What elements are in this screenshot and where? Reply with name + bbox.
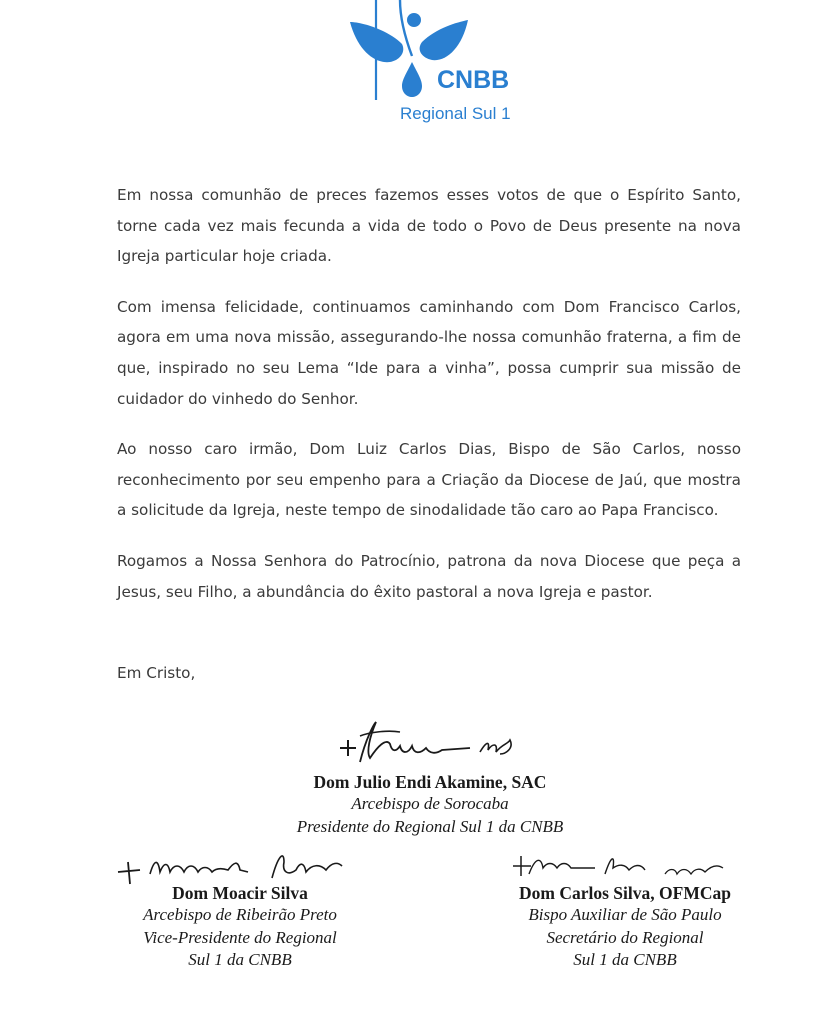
signatory-name: Dom Carlos Silva, OFMCap [519,883,731,903]
signatory-role: Arcebispo de Sorocaba [351,794,509,813]
signatory-role: Sul 1 da CNBB [573,950,677,969]
signatory-vice-president [95,882,385,972]
paragraph: Em nossa comunhão de preces fazemos esses votos de que o Espírito Santo, torne cada vez mais fecunda a vida de todo o Povo de Deus presente na nova Igreja particular hoje criada. [117,186,741,266]
signature-secretary [505,846,735,886]
signatory-role: Secretário do Regional [546,927,704,947]
closing: Em Cristo, [117,664,196,682]
letter-body [117,180,741,627]
signatory-role: Presidente do Regional Sul 1 da CNBB [296,816,564,836]
signatory-role: Arcebispo de Ribeirão Preto [143,905,337,924]
paragraph: Rogamos a Nossa Senhora do Patrocínio, patrona da nova Diocese que peça a Jesus, seu Filho, a abundância do êxito pastoral a nova Igreja e pastor. [117,551,741,601]
signatory-role: Vice-Presidente do Regional [143,927,337,947]
cnbb-logo [340,0,520,130]
signatory-role: Sul 1 da CNBB [188,950,292,969]
signatory-president [240,771,620,838]
signatory-role: Bispo Auxiliar de São Paulo [528,905,722,924]
signature-president [330,718,530,776]
signatory-secretary [470,882,780,972]
paragraph: Ao nosso caro irmão, Dom Luiz Carlos Dias, Bispo de São Carlos, nosso reconhecimento por seu empenho para a Criação da Diocese de Jaú, que mostra a solicitude da Igreja, neste tempo de sinodalidade tão caro ao Papa Francisco. [117,440,741,520]
logo-subtitle: Regional Sul 1 [400,104,511,123]
signatory-name: Dom Moacir Silva [172,883,308,903]
signatory-name: Dom Julio Endi Akamine, SAC [313,772,547,792]
paragraph: Com imensa felicidade, continuamos caminhando com Dom Francisco Carlos, agora em uma nova missão, assegurando-lhe nossa comunhão fraterna, a fim de que, inspirado no seu Lema “Ide para a vinha”, possa cumprir sua missão de cuidador do vinhedo do Senhor. [117,297,741,408]
logo-name: CNBB [437,66,510,94]
